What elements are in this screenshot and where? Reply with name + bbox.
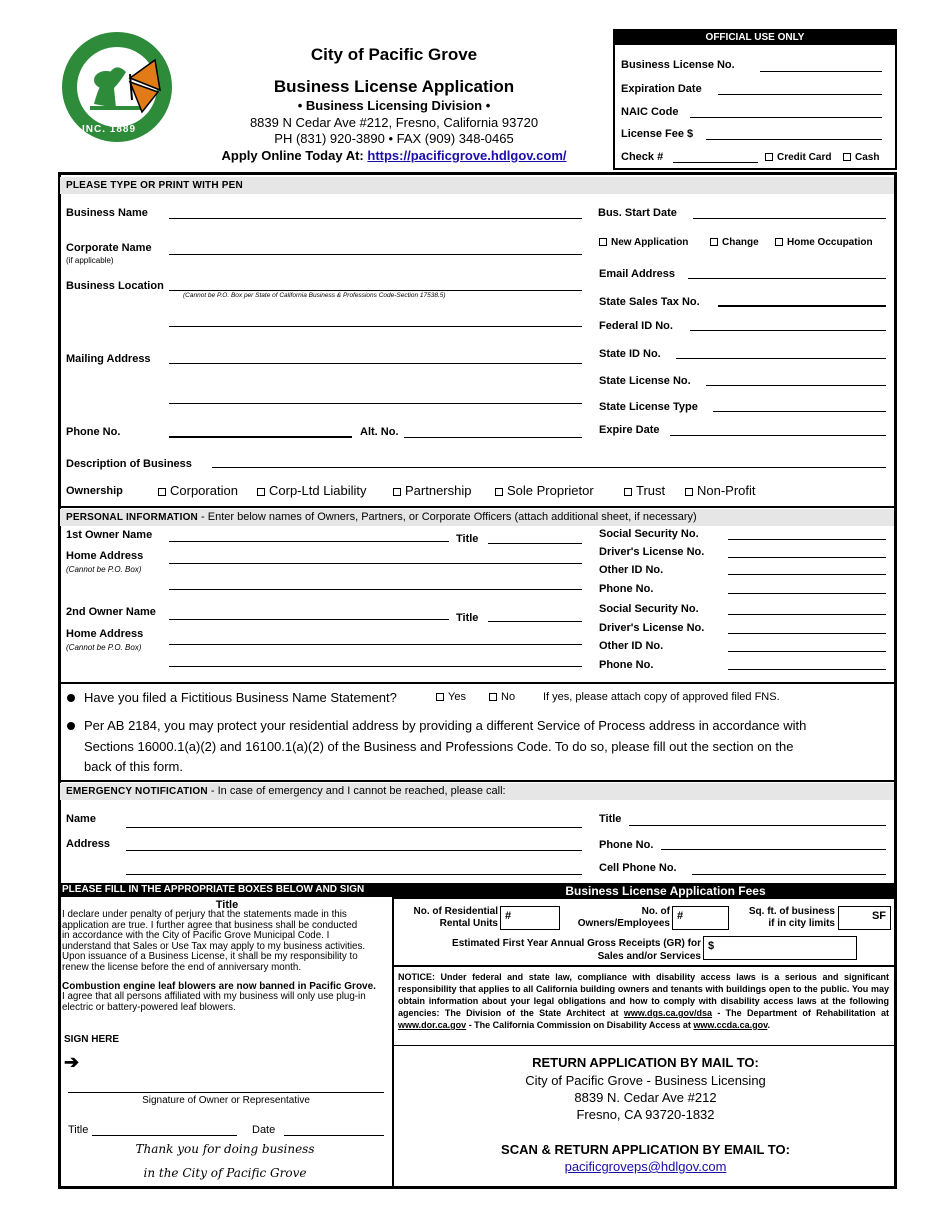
corporate-name-label: Corporate Name — [66, 242, 152, 254]
state-license-type-label: State License Type — [599, 401, 698, 413]
sqft-label: Sq. ft. of business if in city limits — [748, 906, 835, 929]
divider-fns — [58, 682, 896, 684]
owner1-other-id-label: Other ID No. — [599, 564, 664, 576]
owner2-ssn-field[interactable] — [728, 614, 886, 615]
ccda-link[interactable]: www.ccda.ca.gov — [693, 1020, 768, 1030]
mail-line-3: Fresno, CA 93720-1832 — [576, 1107, 715, 1122]
ownership-corporation-box[interactable] — [158, 488, 166, 496]
if-applicable-note: (if applicable) — [66, 256, 114, 265]
owner1-phone-field[interactable] — [728, 593, 886, 594]
ab-line-1: Per AB 2184, you may protect your residential address by providing a different Service of Process address in accordance with — [84, 718, 807, 733]
owner2-home-field[interactable] — [169, 644, 582, 645]
cash-checkbox[interactable]: Cash — [843, 152, 879, 163]
ownership-partnership-box[interactable] — [393, 488, 401, 496]
fns-yes-checkbox[interactable]: Yes — [436, 691, 466, 703]
credit-card-checkbox[interactable]: Credit Card — [765, 152, 831, 163]
owner1-home-note: (Cannot be P.O. Box) — [66, 565, 142, 574]
owner2-other-id-field[interactable] — [728, 651, 886, 652]
owner1-home-label: Home Address — [66, 550, 144, 562]
alt-phone-label: Alt. No. — [360, 426, 399, 438]
expiration-label: Expiration Date — [621, 83, 702, 95]
mail-line-2: 8839 N. Cedar Ave #212 — [574, 1090, 717, 1105]
seal-year: INC. 1889 — [82, 124, 137, 135]
business-name-field[interactable] — [169, 218, 582, 219]
emergency-phone-label: Phone No. — [599, 839, 654, 851]
cert-title: Title — [215, 899, 239, 911]
mailing-address-field-2[interactable] — [169, 403, 582, 404]
cert-text: I declare under penalty of perjury that the statements made in this application are true. I further agree that business shall be conducted in accordance with the City of Pacific Grove Municipal Code. I understand that Sales or Use Tax may apply to my business activities. Upon issuance of a Business License, it shall be my responsibility to renew the license before the end of anniversary month. — [62, 909, 366, 973]
notice-text: NOTICE: Under federal and state law, compliance with disability access laws is a serious and significant responsibility that applies to all California building owners and tenants with buildings open to the public. You may obtain information about your legal obligations and how to comply with disability access laws at the following agencies: The Division of the State Architect at www.dgs.ca.gov/dsa - The Department of Rehabilitation at www.dor.ca.gov - The California Commission on Disability Access at www.ccda.ca.gov. — [398, 972, 889, 1030]
thanks-line-1: Thank you for doing business — [135, 1142, 315, 1156]
fee-label: License Fee $ — [621, 128, 694, 140]
owner2-home-note: (Cannot be P.O. Box) — [66, 643, 142, 652]
expiration-field[interactable] — [718, 94, 882, 95]
state-license-type-field[interactable] — [713, 411, 886, 412]
fns-no-checkbox[interactable]: No — [489, 691, 515, 703]
state-id-label: State ID No. — [599, 348, 661, 360]
fees-divider — [394, 965, 897, 967]
home-occupation-checkbox[interactable]: Home Occupation — [775, 237, 873, 248]
new-application-box[interactable] — [599, 238, 607, 246]
dor-link[interactable]: www.dor.ca.gov — [398, 1020, 467, 1030]
mailing-address-label: Mailing Address — [66, 353, 151, 365]
naic-field[interactable] — [690, 117, 882, 118]
naic-label: NAIC Code — [621, 106, 679, 118]
sig-date-label: Date — [252, 1124, 276, 1136]
ownership-partnership[interactable]: Partnership — [393, 483, 471, 498]
receipts-label: Estimated First Year Annual Gross Receipts (GR) for Sales and/or Services — [452, 938, 701, 962]
page-title: Business License Application — [273, 77, 515, 96]
sales-tax-label: State Sales Tax No. — [599, 296, 700, 308]
apply-online: Apply Online Today At: https://pacificgrove.hdlgov.com/ — [221, 148, 567, 163]
owner1-home-field[interactable] — [169, 563, 582, 564]
phone-label: Phone No. — [66, 426, 121, 438]
emergency-title-label: Title — [599, 813, 622, 825]
business-location-field[interactable] — [169, 290, 582, 291]
emergency-name-label: Name — [66, 813, 96, 825]
email-return-title: SCAN & RETURN APPLICATION BY EMAIL TO: — [501, 1142, 790, 1157]
official-use-box — [613, 29, 897, 170]
sig-date-field[interactable] — [284, 1135, 384, 1136]
owner1-dl-field[interactable] — [728, 557, 886, 558]
owner2-title-field[interactable] — [488, 621, 582, 622]
owner2-home-field-2[interactable] — [169, 666, 582, 667]
dsa-link[interactable]: www.dgs.ca.gov/dsa — [623, 1008, 713, 1018]
owner2-phone-field[interactable] — [728, 669, 886, 670]
federal-id-field[interactable] — [690, 330, 886, 331]
sales-tax-field[interactable] — [718, 305, 886, 307]
state-license-field[interactable] — [706, 385, 886, 386]
owner2-home-label: Home Address — [66, 628, 144, 640]
arrow-right-icon: ➔ — [64, 1052, 80, 1072]
location-note: (Cannot be P.O. Box per State of California Business & Professions Code-Section 17538.5) — [183, 292, 446, 299]
ownership-corporation[interactable]: Corporation — [158, 483, 238, 498]
ab-line-2: Sections 16000.1(a)(2) and 16100.1(a)(2) of the Business and Professions Code. To do so, please fill out the section on the — [84, 739, 794, 754]
start-date-field[interactable] — [693, 218, 886, 219]
return-email-link[interactable]: pacificgroveps@hdlgov.com — [564, 1159, 727, 1174]
gross-receipts-input[interactable]: $ — [703, 936, 857, 960]
license-no-label: Business License No. — [621, 59, 735, 71]
alt-phone-field[interactable] — [404, 437, 582, 438]
check-field[interactable] — [673, 162, 758, 163]
ownership-non-profit-box[interactable] — [685, 488, 693, 496]
mailing-address-field[interactable] — [169, 363, 582, 364]
emergency-address-field[interactable] — [126, 850, 582, 851]
expire-date-label: Expire Date — [599, 424, 660, 436]
signature-label: Signature of Owner or Representative — [142, 1095, 310, 1106]
ownership-non-profit[interactable]: Non-Profit — [685, 483, 756, 498]
official-use-title: OFFICIAL USE ONLY — [615, 31, 895, 45]
emergency-cell-label: Cell Phone No. — [599, 862, 677, 874]
owner1-ssn-field[interactable] — [728, 539, 886, 540]
ab-line-3: back of this form. — [84, 759, 183, 774]
mail-line-1: City of Pacific Grove - Business Licensing — [525, 1073, 766, 1088]
credit-card-box[interactable] — [765, 153, 773, 161]
divider-emergency — [58, 780, 896, 782]
apply-online-link[interactable]: https://pacificgrove.hdlgov.com/ — [367, 148, 567, 163]
cert-bar: PLEASE FILL IN THE APPROPRIATE BOXES BELOW AND SIGN — [58, 883, 392, 897]
owner2-phone-label: Phone No. — [599, 659, 654, 671]
email-label: Email Address — [599, 268, 676, 280]
form-frame — [58, 172, 897, 1189]
home-occupation-box[interactable] — [775, 238, 783, 246]
ownership-sole-proprietor[interactable]: Sole Proprietor — [495, 483, 594, 498]
emergency-title-field[interactable] — [629, 825, 886, 826]
start-date-label: Bus. Start Date — [598, 207, 677, 219]
fees-bar: Business License Application Fees — [394, 883, 897, 899]
expire-date-field[interactable] — [670, 435, 886, 436]
phone-field[interactable] — [169, 436, 352, 438]
emergency-name-field[interactable] — [126, 827, 582, 828]
mail-title: RETURN APPLICATION BY MAIL TO: — [532, 1055, 759, 1070]
division: • Business Licensing Division • — [297, 98, 491, 113]
sig-title-label: Title — [68, 1124, 89, 1136]
ownership-trust-box[interactable] — [624, 488, 632, 496]
owner2-field[interactable] — [169, 619, 449, 620]
emergency-cell-field[interactable] — [692, 874, 886, 875]
owner2-ssn-label: Social Security No. — [599, 603, 699, 615]
notice-divider — [394, 1045, 897, 1046]
owner1-home-field-2[interactable] — [169, 589, 582, 590]
owner2-title-label: Title — [456, 612, 479, 624]
fee-field[interactable] — [706, 139, 882, 140]
state-license-label: State License No. — [599, 375, 691, 387]
emergency-section-header: EMERGENCY NOTIFICATION - In case of emergency and I cannot be reached, please call: — [60, 783, 894, 800]
description-label: Description of Business — [66, 458, 192, 470]
license-no-field[interactable] — [760, 71, 882, 72]
owner1-title-field[interactable] — [488, 543, 582, 544]
signature-field[interactable] — [68, 1092, 384, 1093]
emergency-address-field-2[interactable] — [126, 874, 582, 875]
personal-section-header: PERSONAL INFORMATION - Enter below names of Owners, Partners, or Corporate Officers (attach additional sheet, if necessary) — [60, 509, 894, 526]
blower-text: I agree that all persons affiliated with my business will only use plug-in electric or battery-powered leaf blowers. — [62, 991, 366, 1013]
city-title: City of Pacific Grove — [310, 45, 478, 64]
owner1-phone-label: Phone No. — [599, 583, 654, 595]
owners-employees-input[interactable]: # — [672, 906, 729, 930]
ab-bullet-icon — [67, 722, 75, 730]
new-application-checkbox[interactable]: New Application — [599, 237, 688, 248]
owner2-other-id-label: Other ID No. — [599, 640, 664, 652]
owner1-dl-label: Driver's License No. — [599, 546, 705, 558]
emergency-phone-field[interactable] — [661, 849, 886, 850]
owner1-label: 1st Owner Name — [66, 529, 153, 541]
ownership-corp-ltd[interactable]: Corp-Ltd Liability — [257, 483, 367, 498]
state-id-field[interactable] — [676, 358, 886, 359]
business-name-label: Business Name — [66, 207, 148, 219]
ownership-label: Ownership — [66, 485, 123, 497]
owner1-title-label: Title — [456, 533, 479, 545]
owner1-other-id-field[interactable] — [728, 574, 886, 575]
check-label: Check # — [621, 151, 664, 163]
ownership-sole-proprietor-box[interactable] — [495, 488, 503, 496]
sqft-input[interactable]: SF — [838, 906, 891, 930]
division-address: 8839 N Cedar Ave #212, Fresno, California 93720 — [249, 115, 539, 130]
cash-box[interactable] — [843, 153, 851, 161]
sign-here-label: SIGN HERE — [64, 1034, 120, 1045]
divider-personal — [58, 506, 896, 508]
business-location-label: Business Location — [66, 280, 164, 292]
fns-bullet-icon — [67, 694, 75, 702]
owner2-dl-label: Driver's License No. — [599, 622, 705, 634]
owners-label: No. of Owners/Employees — [577, 906, 670, 929]
emergency-address-label: Address — [66, 838, 111, 850]
federal-id-label: Federal ID No. — [599, 320, 673, 332]
residential-label: No. of Residential Rental Units — [413, 906, 498, 929]
fns-yes-box[interactable] — [436, 693, 444, 701]
business-location-field-2[interactable] — [169, 326, 582, 327]
fns-question: Have you filed a Fictitious Business Name Statement? — [84, 690, 397, 705]
owner2-dl-field[interactable] — [728, 633, 886, 634]
fns-note: If yes, please attach copy of approved filed FNS. — [543, 691, 780, 703]
owner1-field[interactable] — [169, 541, 449, 542]
owner1-ssn-label: Social Security No. — [599, 528, 699, 540]
email-return-wrap — [394, 1159, 897, 1174]
thanks-line-2: in the City of Pacific Grove — [143, 1166, 307, 1180]
fns-no-box[interactable] — [489, 693, 497, 701]
division-phone: PH (831) 920-3890 • FAX (909) 348-0465 — [274, 131, 514, 146]
description-field[interactable] — [212, 467, 886, 468]
business-section-header: PLEASE TYPE OR PRINT WITH PEN — [60, 177, 894, 194]
change-box[interactable] — [710, 238, 718, 246]
ownership-trust[interactable]: Trust — [624, 483, 665, 498]
change-checkbox[interactable]: Change — [710, 237, 759, 248]
sig-title-field[interactable] — [92, 1135, 237, 1136]
email-field[interactable] — [688, 278, 886, 279]
residential-units-input[interactable]: # — [500, 906, 560, 930]
corporate-name-field[interactable] — [169, 254, 582, 255]
ownership-corp-ltd-box[interactable] — [257, 488, 265, 496]
blower-title: Combustion engine leaf blowers are now banned in Pacific Grove. — [62, 981, 376, 992]
owner2-label: 2nd Owner Name — [66, 606, 156, 618]
